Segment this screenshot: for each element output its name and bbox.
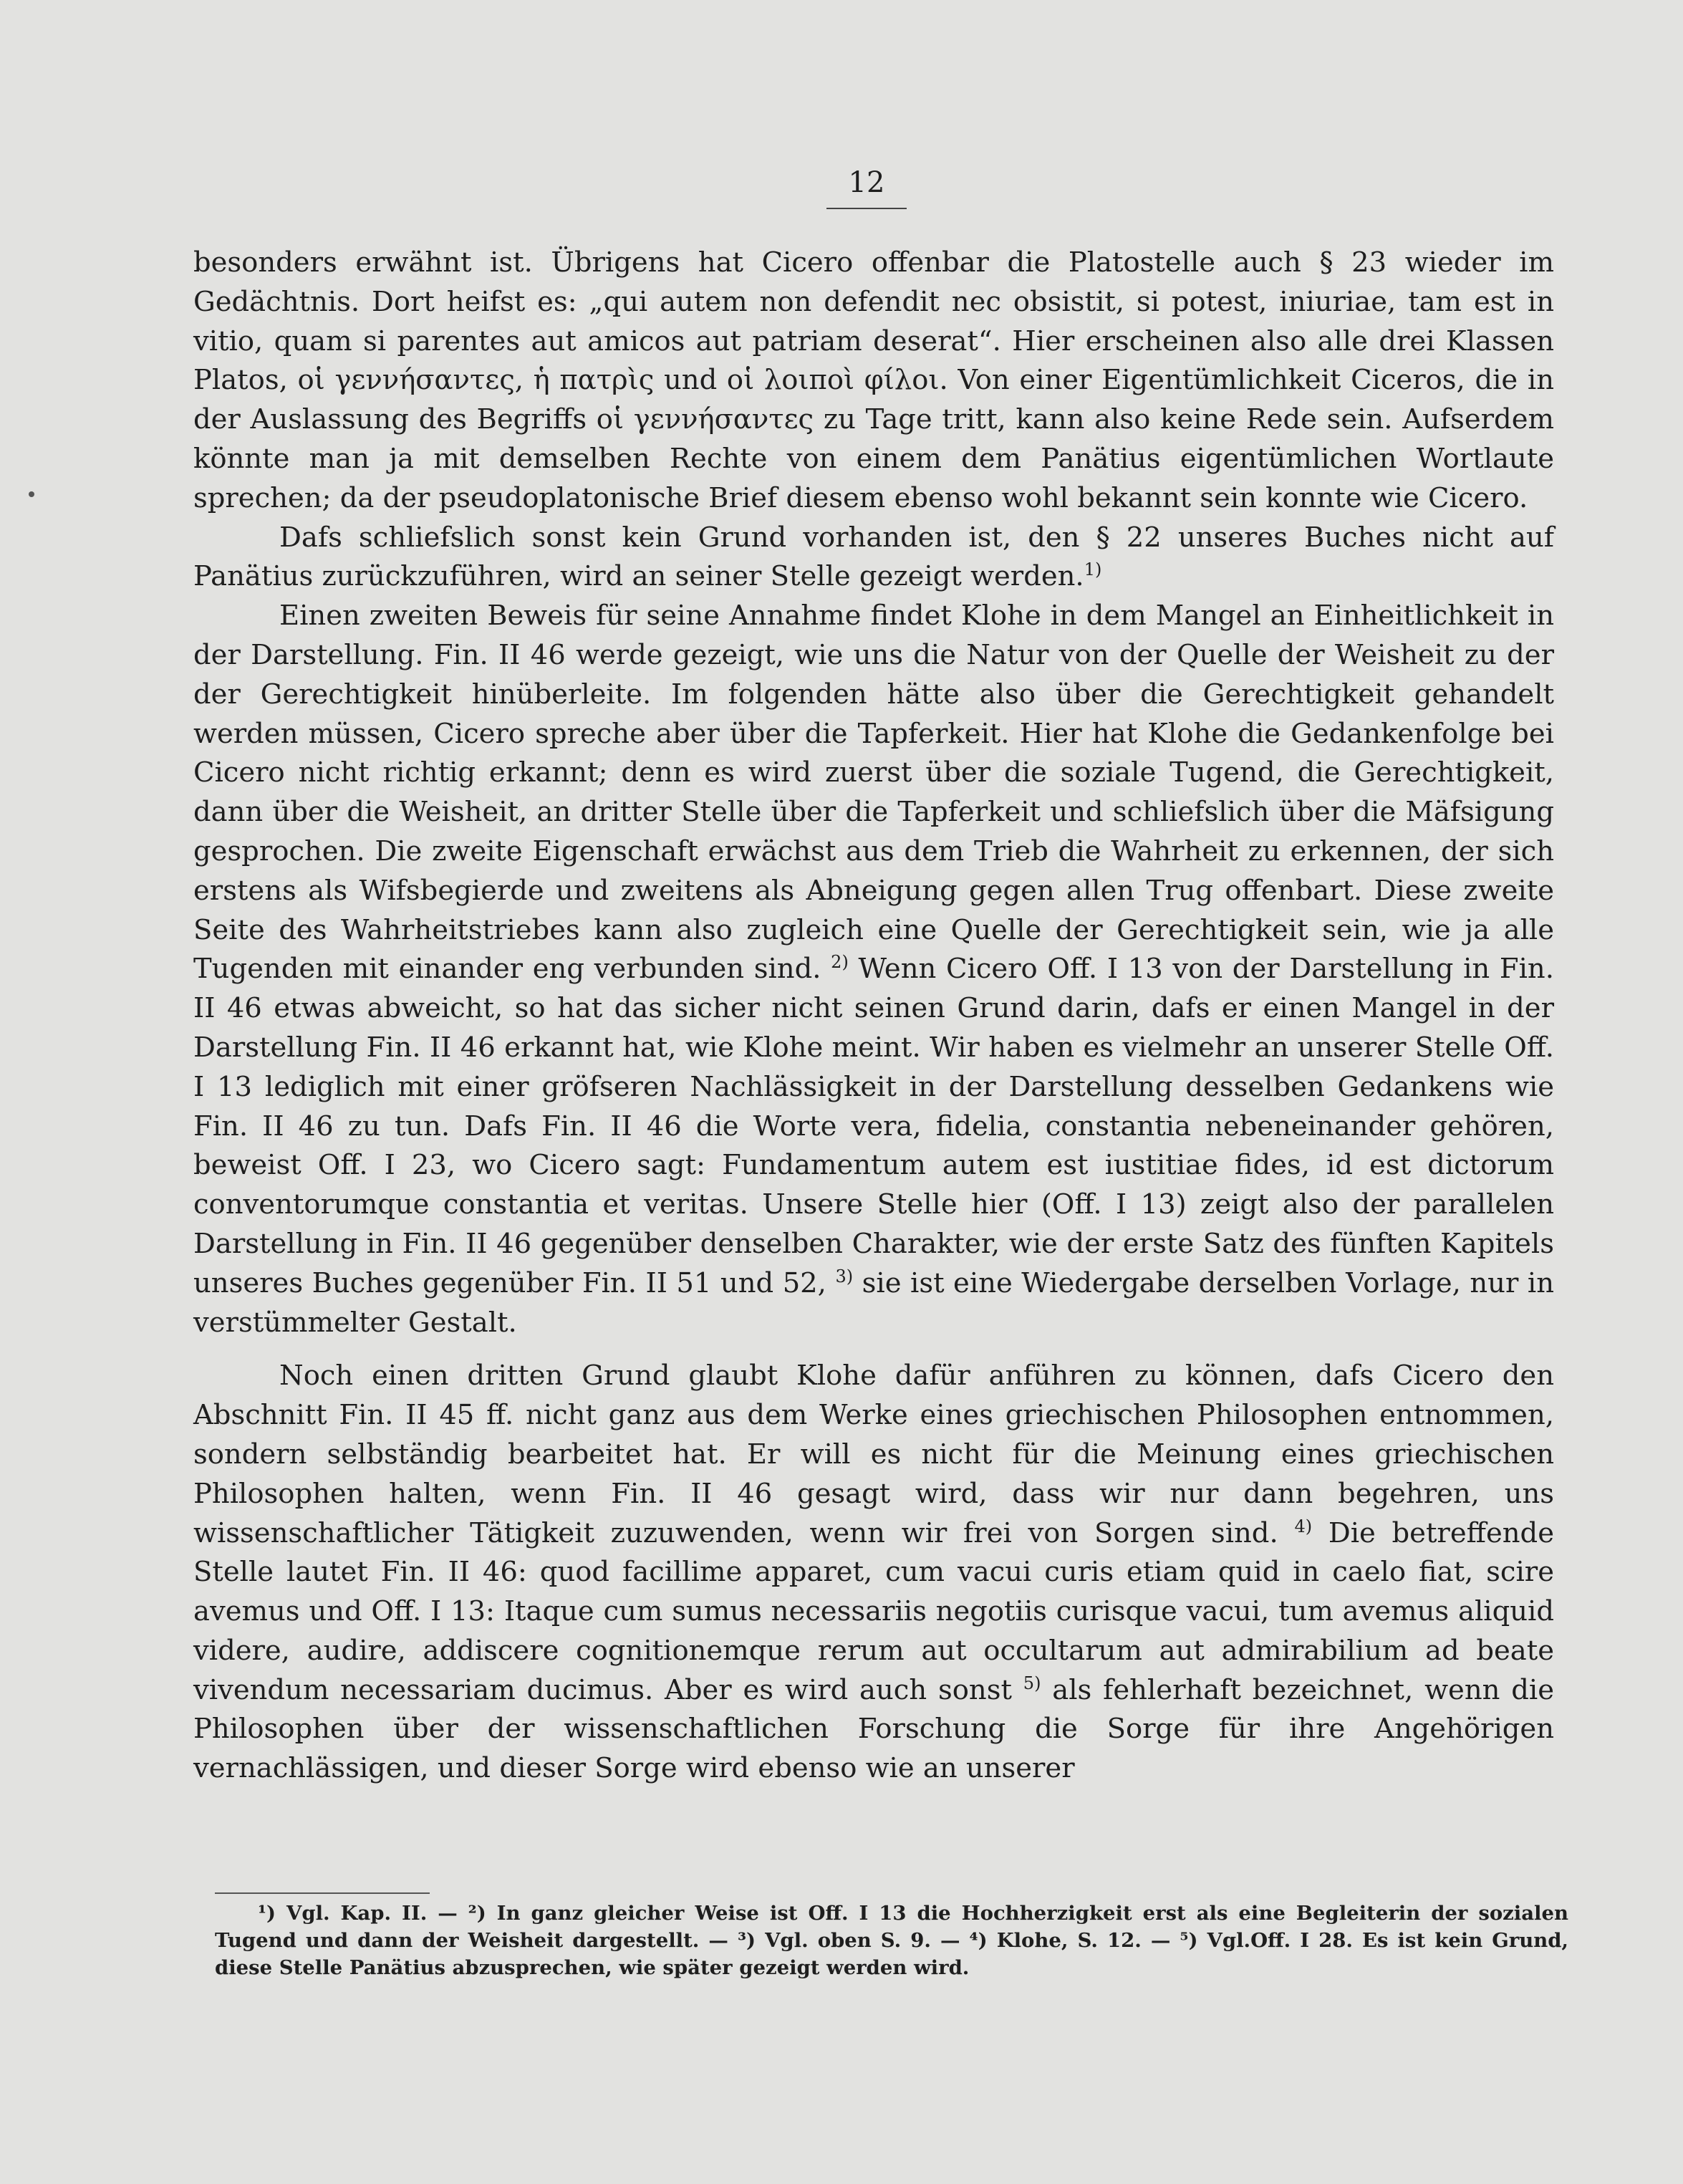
margin-mark [29, 491, 34, 497]
page-number-rule [826, 208, 907, 209]
paragraph-4: Noch einen dritten Grund glaubt Klohe dafür anführen zu können, dafs Cicero den Abschnitt Fin. II 45 ff. nicht ganz aus dem Werke eines griechischen Philosophen entnommen, sondern selbständig bearbeitet hat. Er will es nicht für die Meinung eines griechischen Philosophen halten, wenn Fin. II 46 gesagt wird, dass wir nur dann begehren, uns wissenschaftlicher Tätigkeit zuzuwenden, wenn wir frei von Sorgen sind. $^{4)}$ Die betreffende Stelle lautet Fin. II 46: quod facillime apparet, cum vacui curis etiam quid in caelo fiat, scire avemus und Off. I 13: Itaque cum sumus necessariis negotiis curisque vacui, tum avemus aliquid videre, audire, addiscere cognitionemque rerum aut occultarum aut admirabilium ad beate vivendum necessariam ducimus. Aber es wird auch sonst $^{5)}$ als fehlerhaft bezeichnet, wenn die Philosophen über der wissenschaftlichen Forschung die Sorge für ihre Angehörigen vernachlässigen, und dieser Sorge wird ebenso wie an unserer [193, 1360, 1554, 1785]
page-number: 12 [848, 166, 885, 199]
paragraph-3: Einen zweiten Beweis für seine Annahme findet Klohe in dem Mangel an Einheitlichkeit in der Darstellung. Fin. II 46 werde gezeigt, wie uns die Natur von der Quelle der Weisheit zu der der Gerechtigkeit hinüberleite. Im folgenden hätte also über die Gerechtigkeit gehandelt werden müssen, Cicero spreche aber über die Tapferkeit. Hier hat Klohe die Gedankenfolge bei Cicero nicht richtig erkannt; denn es wird zuerst über die soziale Tugend, die Gerechtigkeit, dann über die Weisheit, an dritter Stelle über die Tapferkeit und schliefslich über die Mäfsigung gesprochen. Die zweite Eigenschaft erwächst aus dem Trieb die Wahrheit zu erkennen, der sich erstens als Wifsbegierde und zweitens als Abneigung gegen allen Trug offenbart. Diese zweite Seite des Wahrheitstriebes kann also zugleich eine Quelle der Gerechtigkeit sein, wie ja alle Tugenden mit einander eng verbunden sind. $^{2)}$ Wenn Cicero Off. I 13 von der Darstellung in Fin. II 46 etwas abweicht, so hat das sicher nicht seinen Grund darin, dafs er einen Mangel in der Darstellung Fin. II 46 erkannt hat, wie Klohe meint. Wir haben es vielmehr an unserer Stelle Off. I 13 lediglich mit einer gröfseren Nachlässigkeit in der Darstellung desselben Gedankens wie Fin. II 46 zu tun. Dafs Fin. II 46 die Worte vera, fidelia, constantia nebeneinander gehören, beweist Off. I 23, wo Cicero sagt: Fundamentum autem est iustitiae fides, id est dictorum conventorumque constantia et veritas. Unsere Stelle hier (Off. I 13) zeigt also der parallelen Darstellung in Fin. II 46 gegenüber denselben Charakter, wie der erste Satz des fünften Kapitels unseres Buches gegenüber Fin. II 51 und 52, $^{3)}$ sie ist eine Wiedergabe derselben Vorlage, nur in verstümmelter Gestalt. [193, 600, 1554, 1339]
footnote-ref-5: 5) [1023, 1673, 1041, 1693]
footnote-ref-3: 3) [835, 1266, 854, 1286]
footnote-ref-1: 1) [1084, 559, 1102, 580]
footnote-rule [215, 1892, 430, 1894]
footnotes: ¹) Vgl. Kap. II. — ²) In ganz gleicher Weise ist Off. I 13 die Hochherzigkeit erst als eine Begleiterin der sozialen Tugend und dann der Weisheit dargestellt. — ³) Vgl. oben S. 9. — ⁴) Klohe, S. 12. — ⁵) Vgl.Off. I 28. Es ist kein Grund, diese Stelle Panätius abzusprechen, wie später gezeigt werden wird. [215, 1902, 1568, 1979]
footnote-ref-4: 4) [1294, 1516, 1313, 1536]
footnote-ref-2: 2) [831, 952, 849, 973]
paragraph-2: Dafs schliefslich sonst kein Grund vorhanden ist, den § 22 unseres Buches nicht auf Panätius zurückzuführen, wird an seiner Stelle gezeigt werden.$^{1)}$ [193, 521, 1554, 593]
body-text [193, 244, 1554, 1789]
paragraph-1: besonders erwähnt ist. Übrigens hat Cicero offenbar die Platostelle auch § 23 wieder im Gedächtnis. Dort heifst es: „qui autem non defendit nec obsistit, si potest, iniuriae, tam est in vitio, quam si parentes aut amicos aut patriam deserat“. Hier erscheinen also alle drei Klassen Platos, οἱ γεννήσαντες, ἡ πατρὶς und οἱ λοιποὶ φίλοι. Von einer Eigentümlichkeit Ciceros, die in der Auslassung des Begriffs οἱ γεννήσαντες zu Tage tritt, kann also keine Rede sein. Aufserdem könnte man ja mit demselben Rechte von einem dem Panätius eigentümlichen Wortlaute sprechen; da der pseudoplatonische Brief diesem ebenso wohl bekannt sein konnte wie Cicero. [193, 246, 1554, 514]
